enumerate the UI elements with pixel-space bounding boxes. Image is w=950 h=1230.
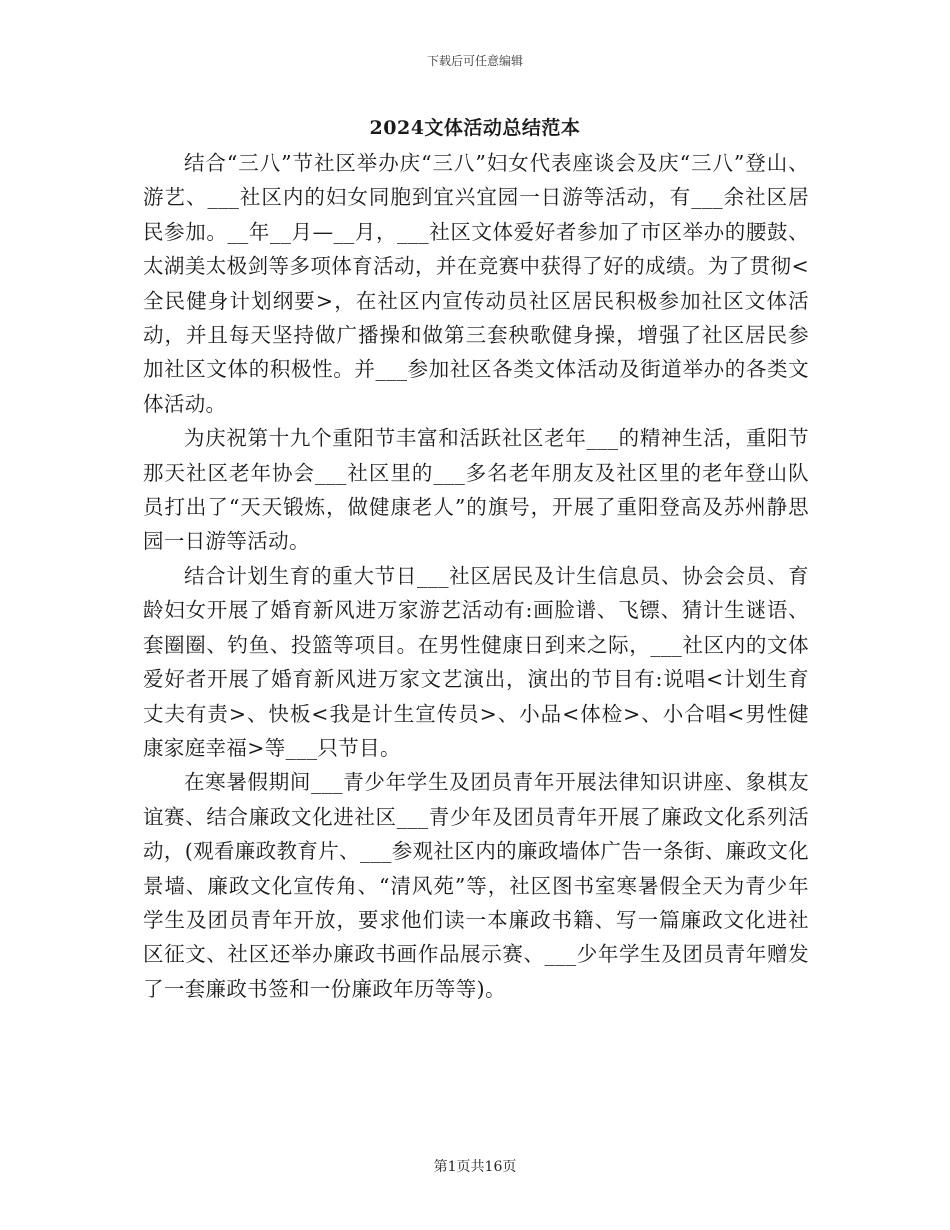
document-title: 2024文体活动总结范本 (369, 117, 581, 139)
paragraph-3: 结合计划生育的重大节日___社区居民及计生信息员、协会会员、育龄妇女开展了婚育新风进万家游艺活动有:画脸谱、飞镖、猜计生谜语、套圈圈、钓鱼、投篮等项目。在男性健康日到来之际，___社区内的文体爱好者开展了婚育新风进万家文艺演出，演出的节目有:说唱<计划生育丈夫有责>、快板<我是计生宣传员>、小品<体检>、小合唱<男性健康家庭幸福>等___只节目。 (143, 563, 809, 760)
page-number: 第1页共16页 (433, 1159, 517, 1175)
header-note: 下载后可任意编辑 (426, 54, 523, 68)
document-body (143, 146, 809, 1006)
paragraph-1: 结合“三八”节社区举办庆“三八”妇女代表座谈会及庆“三八”登山、游艺、___社区内的妇女同胞到宜兴宜园一日游等活动，有___余社区居民参加。__年__月—__月，___社区文体爱好者参加了市区举办的腰鼓、太湖美太极剑等多项体育活动，并在竞赛中获得了好的成绩。为了贯彻<全民健身计划纲要>，在社区内宣传动员社区居民积极参加社区文体活动，并且每天坚持做广播操和做第三套秧歌健身操，增强了社区居民参加社区文体的积极性。并___参加社区各类文体活动及街道举办的各类文体活动。 (143, 151, 809, 416)
paragraph-2: 为庆祝第十九个重阳节丰富和活跃社区老年___的精神生活，重阳节那天社区老年协会___社区里的___多名老年朋友及社区里的老年登山队员打出了“天天锻炼，做健康老人”的旗号，开展了重阳登高及苏州静思园一日游等活动。 (143, 426, 809, 554)
paragraph-4: 在寒暑假期间___青少年学生及团员青年开展法律知识讲座、象棋友谊赛、结合廉政文化进社区___青少年及团员青年开展了廉政文化系列活动，(观看廉政教育片、___参观社区内的廉政墙体广告一条街、廉政文化景墙、廉政文化宣传角、“清风苑”等，社区图书室寒暑假全天为青少年学生及团员青年开放，要求他们读一本廉政书籍、写一篇廉政文化进社区征文、社区还举办廉政书画作品展示赛、___少年学生及团员青年赠发了一套廉政书签和一份廉政年历等等)。 (143, 770, 809, 1001)
